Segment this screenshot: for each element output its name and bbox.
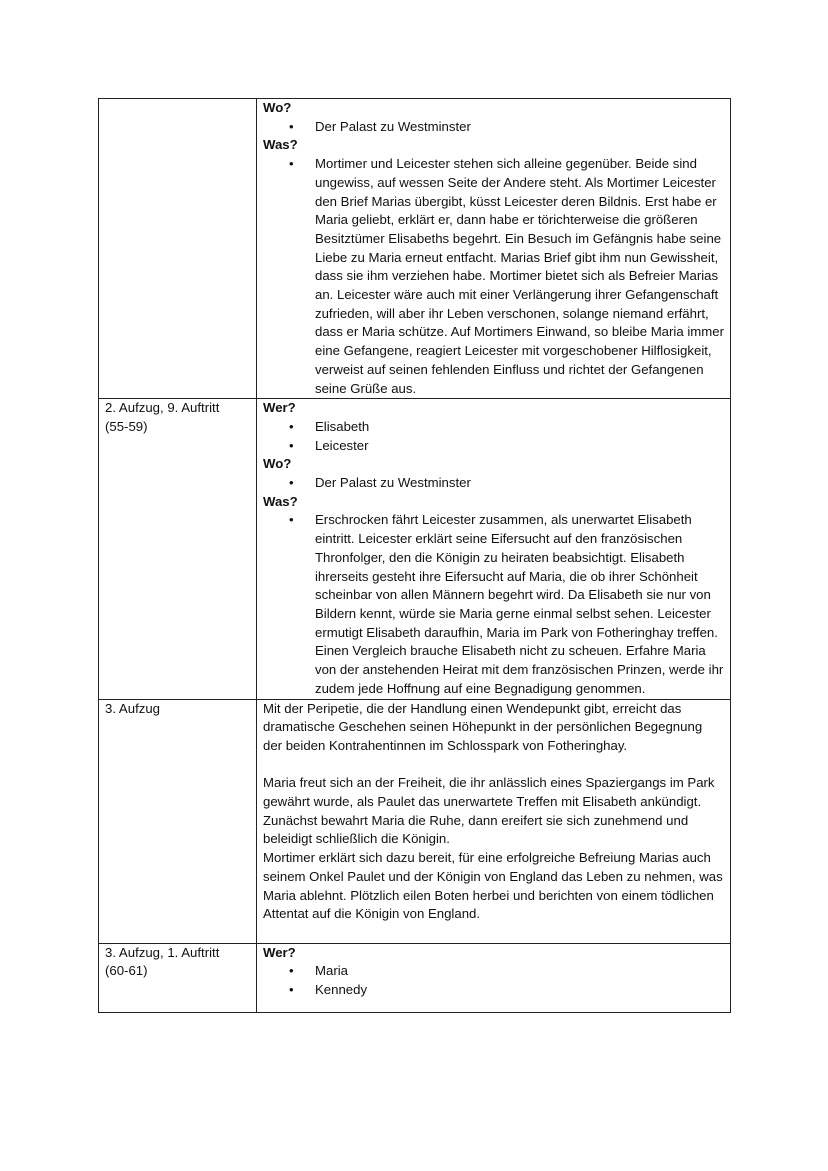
summary-paragraph: Mortimer erklärt sich dazu bereit, für eine erfolgreiche Befreiung Marias auch seinem Onkel Paulet und der Königin von England das Leben zu nehmen, was Maria ablehnt. Plötzlich eilen Boten herbei und berichten von einem tödlichen Attentat auf die Königin von England. (263, 850, 723, 922)
section-header-was: Was? (263, 493, 298, 509)
bullet-list (263, 962, 724, 999)
section-header-wer: Wer? (263, 944, 296, 960)
list-item: • Elisabeth (263, 418, 724, 437)
list-item: • Leicester (263, 437, 724, 456)
list-item: • Mortimer und Leicester stehen sich alleine gegenüber. Beide sind ungewiss, auf wessen Seite der Andere steht. Als Mortimer Leicester den Brief Marias übergibt, küsst Leicester deren Bildnis. Erst habe er Maria geliebt, erklärt er, dann habe er törichterweise die größeren Besitztümer Elisabeths begehrt. Ein Besuch im Gefängnis habe seine Liebe zu Maria erneut entfacht. Marias Brief gibt ihm nun Gewissheit, dass sie ihm verziehen habe. Mortimer bietet sich als Befreier Marias an. Leicester wäre auch mit einer Verlängerung ihrer Gefangenschaft zufrieden, will aber ihr Leben verschonen, solange niemand erfährt, dass er Maria schütze. Auf Mortimers Einwand, so bleibe Maria immer eine Gefangene, reagiert Leicester mit vorgeschobener Hilflosigkeit, verweist auf seinen fehlenden Einfluss und richtet der Gefangenen seine Grüße aus. (263, 155, 724, 398)
summary-table (98, 98, 731, 1013)
bullet-list (263, 118, 724, 137)
scene-content-cell (257, 943, 731, 1012)
table-row (99, 99, 731, 399)
scene-label-cell: 3. Aufzug (99, 699, 257, 943)
bullet-list (263, 474, 724, 493)
section-header-wo: Wo? (263, 100, 292, 115)
scene-content-cell (257, 99, 731, 399)
section-header-wer: Wer? (263, 400, 296, 416)
list-item: • Der Palast zu Westminster (263, 474, 724, 493)
table-row (99, 399, 731, 699)
scene-label-cell (99, 99, 257, 399)
paragraph-spacer (263, 756, 724, 775)
bullet-list (263, 155, 724, 398)
summary-paragraph: Maria freut sich an der Freiheit, die ihr anlässlich eines Spaziergangs im Park gewährt wurde, als Paulet das unerwartete Treffen mit Elisabeth ankündigt. Zunächst bewahrt Maria die Ruhe, dann ereifert sie sich zunehmend und beleidigt schließlich die Königin. (263, 775, 715, 847)
list-item: • Maria (263, 962, 724, 981)
scene-label-cell: 2. Aufzug, 9. Auftritt (55-59) (99, 399, 257, 699)
summary-paragraph: Mit der Peripetie, die der Handlung einen Wendepunkt gibt, erreicht das dramatische Geschehen seinen Höhepunkt in der persönlichen Begegnung der beiden Kontrahentinnen im Schlosspark von Fotheringhay. (263, 700, 703, 753)
table-row (99, 943, 731, 1012)
paragraph-spacer (263, 924, 724, 943)
scene-content-cell (257, 399, 731, 699)
section-header-was: Was? (263, 137, 298, 153)
table-row (99, 699, 731, 943)
list-item: • Der Palast zu Westminster (263, 118, 724, 137)
cell-spacer (263, 1000, 724, 1012)
list-item: • Erschrocken fährt Leicester zusammen, als unerwartet Elisabeth eintritt. Leicester erklärt seine Eifersucht auf den französischen Thronfolger, den die Königin zu heiraten beabsichtigt. Elisabeth ihrerseits gesteht ihre Eifersucht auf Maria, die ob ihrer Schönheit scheinbar von allen Männern begehrt wird. Da Elisabeth sie nur von Bildern kennt, würde sie Maria gerne einmal selbst sehen. Leicester ermutigt Elisabeth daraufhin, Maria im Park von Fotheringhay treffen. Einen Vergleich brauche Elisabeth nicht zu scheuen. Erfahre Maria von der anstehenden Heirat mit dem französischen Prinzen, werde ihr zudem jede Hoffnung auf eine Begnadigung genommen. (263, 511, 724, 698)
bullet-list (263, 418, 724, 455)
scene-label-cell: 3. Aufzug, 1. Auftritt (60-61) (99, 943, 257, 1012)
section-header-wo: Wo? (263, 456, 292, 472)
list-item: • Kennedy (263, 981, 724, 1000)
bullet-list (263, 511, 724, 698)
scene-content-cell (257, 699, 731, 943)
